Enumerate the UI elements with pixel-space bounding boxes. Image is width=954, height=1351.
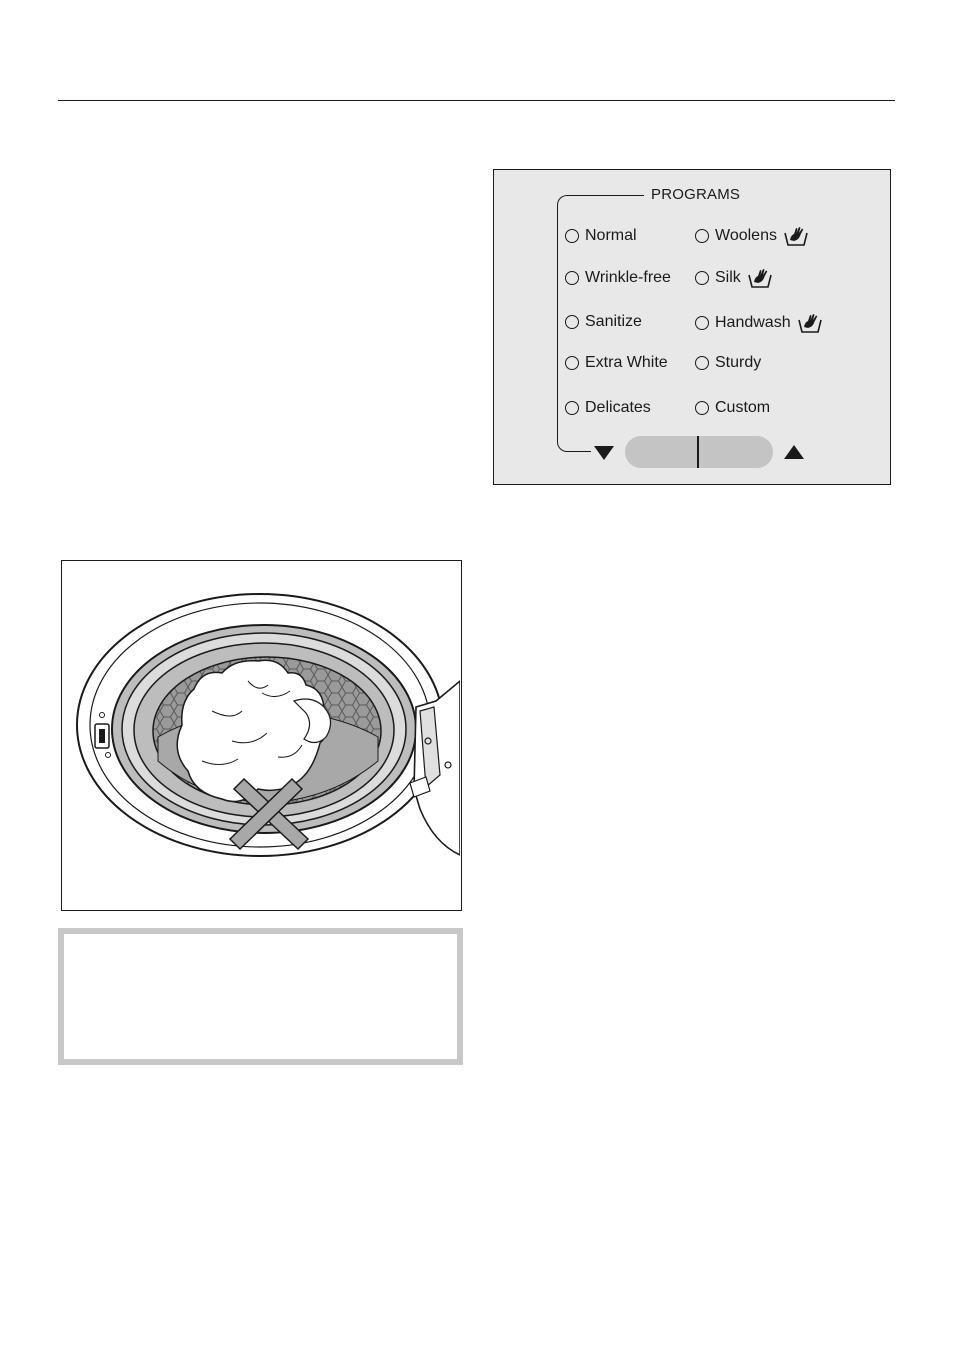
- program-handwash[interactable]: [695, 312, 823, 334]
- program-silk[interactable]: [695, 267, 773, 289]
- program-indicator-icon: [565, 229, 579, 243]
- program-sanitize[interactable]: [565, 313, 642, 331]
- hand-in-tub-icon: [747, 267, 773, 289]
- program-label: Silk: [715, 269, 741, 286]
- program-normal[interactable]: [565, 227, 637, 245]
- program-indicator-icon: [695, 316, 709, 330]
- program-selector-slider[interactable]: [625, 436, 773, 468]
- programs-bracket-top: [590, 195, 644, 196]
- program-woolens[interactable]: [695, 225, 809, 247]
- program-label: Handwash: [715, 314, 791, 331]
- triangle-down-icon[interactable]: [594, 446, 614, 460]
- program-indicator-icon: [565, 356, 579, 370]
- drum-illustration: [61, 560, 462, 911]
- triangle-up-icon[interactable]: [784, 445, 804, 459]
- note-box: [58, 928, 463, 1065]
- program-indicator-icon: [565, 315, 579, 329]
- program-label: Wrinkle-free: [585, 269, 671, 286]
- program-label: Sturdy: [715, 354, 762, 371]
- program-indicator-icon: [695, 271, 709, 285]
- program-label: Woolens: [715, 227, 777, 244]
- program-custom[interactable]: [695, 399, 770, 417]
- programs-panel: [493, 169, 891, 485]
- program-sturdy[interactable]: [695, 354, 761, 372]
- washing-machine-drum-crossed-icon: [62, 561, 460, 909]
- program-extra-white[interactable]: [565, 354, 668, 372]
- hand-in-tub-icon: [797, 312, 823, 334]
- programs-title: PROGRAMS: [651, 186, 741, 203]
- program-delicates[interactable]: [565, 399, 651, 417]
- program-wrinkle-free[interactable]: [565, 269, 671, 287]
- program-label: Extra White: [585, 354, 668, 371]
- program-indicator-icon: [695, 356, 709, 370]
- program-indicator-icon: [565, 271, 579, 285]
- program-label: Normal: [585, 227, 637, 244]
- program-indicator-icon: [695, 229, 709, 243]
- program-indicator-icon: [565, 401, 579, 415]
- program-label: Custom: [715, 399, 771, 416]
- program-label: Sanitize: [585, 313, 642, 330]
- program-label: Delicates: [585, 399, 651, 416]
- hand-in-tub-icon: [783, 225, 809, 247]
- program-indicator-icon: [695, 401, 709, 415]
- header-rule: [58, 100, 895, 101]
- slider-center-mark: [697, 436, 699, 468]
